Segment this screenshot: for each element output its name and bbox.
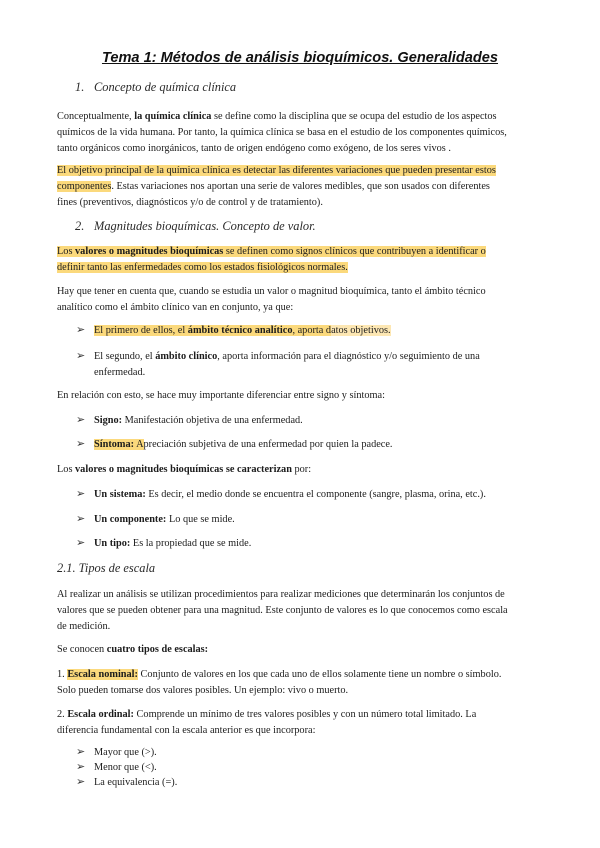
- s2-paragraph-2-line-2: analítico como el ámbito clínico van en conjunto, ya que:: [57, 302, 294, 313]
- escala-ordinal-line-2: diferencia fundamental con la escala anterior es que incorpora:: [57, 725, 316, 736]
- section-1-heading: Concepto de química clínica: [94, 80, 237, 94]
- s2-paragraph-1-line-1: Los valores o magnitudes bioquímicas se definen como signos clínicos que contribuyen a identificar o: [57, 246, 486, 257]
- s21-paragraph-1-line-3: de medición.: [57, 621, 111, 632]
- s2-paragraph-1-line-2: definir tanto las enfermedades como los estados fisiológicos normales.: [57, 262, 348, 273]
- s2-paragraph-2-line-1: Hay que tener en cuenta que, cuando se estudia un valor o magnitud bioquímica, tanto el ámbito técnico: [57, 286, 486, 297]
- bullet-sintoma: Síntoma: Apreciación subjetiva de una enfermedad por quien la padece.: [94, 439, 393, 450]
- bullet-sistema: Un sistema: Es decir, el medio donde se encuentra el componente (sangre, plasma, orina, etc.).: [94, 489, 486, 500]
- escala-nominal-line-1: 1. Escala nominal: Conjunto de valores en los que cada uno de ellos solamente tiene un nombre o símbolo.: [57, 669, 502, 680]
- arrow-bullet-icon: ➢: [76, 746, 86, 758]
- bullet-technical-scope: El primero de ellos, el ámbito técnico analítico, aporta datos objetivos.: [94, 325, 391, 336]
- arrow-bullet-icon: ➢: [76, 350, 86, 362]
- bullet-clinical-scope-line-2: enfermedad.: [94, 367, 146, 378]
- arrow-bullet-icon: ➢: [76, 324, 86, 336]
- s21-paragraph-1-line-2: valores que se pueden obtener para una magnitud. Este conjunto de valores es lo que conocemos como escala: [57, 605, 508, 616]
- arrow-bullet-icon: ➢: [76, 488, 86, 500]
- ordinal-item-mayor: Mayor que (>).: [94, 747, 157, 758]
- s1-paragraph-1-line-1: Conceptualmente, la química clínica se define como la disciplina que se ocupa del estudio de los aspectos: [57, 111, 497, 122]
- bullet-signo: Signo: Manifestación objetiva de una enfermedad.: [94, 415, 303, 426]
- section-2-number: 2.: [75, 219, 85, 233]
- highlight: El objetivo principal de la química clínica es detectar las diferentes variaciones que pueden presentar estos: [57, 165, 496, 176]
- page-title: Tema 1: Métodos de análisis bioquímicos. Generalidades: [101, 50, 499, 66]
- escala-ordinal-line-1: 2. Escala ordinal: Comprende un mínimo de tres valores posibles y con un número total limitado. La: [57, 709, 477, 720]
- arrow-bullet-icon: ➢: [76, 761, 86, 773]
- bullet-tipo: Un tipo: Es la propiedad que se mide.: [94, 538, 252, 549]
- s1-paragraph-2-line-1: [57, 163, 496, 178]
- section-2-1-heading: 2.1. Tipos de escala: [57, 561, 156, 575]
- escala-nominal-line-2: Solo pueden tomarse dos valores posibles. Un ejemplo: vivo o muerto.: [57, 685, 349, 696]
- s2-paragraph-4: Los valores o magnitudes bioquímicas se caracterizan por:: [57, 464, 312, 475]
- highlight: componentes: [57, 181, 112, 192]
- s2-paragraph-3: En relación con esto, se hace muy importante diferenciar entre signo y síntoma:: [57, 390, 385, 401]
- arrow-bullet-icon: ➢: [76, 537, 86, 549]
- section-2-heading: Magnitudes bioquímicas. Concepto de valor.: [94, 219, 316, 233]
- bullet-clinical-scope-line-1: El segundo, el ámbito clínico, aporta información para el diagnóstico y/o seguimiento de una: [94, 351, 480, 362]
- s1-paragraph-1-line-2: químicos de la vida humana. Por tanto, la química clínica se basa en el estudio de los componentes químicos,: [57, 127, 507, 138]
- ordinal-item-menor: Menor que (<).: [94, 762, 157, 773]
- s1-paragraph-2-line-3: fines (preventivos, diagnósticos y/o de control y de tratamiento).: [57, 197, 323, 208]
- s1-paragraph-2-line-2: componentes. Estas variaciones nos aportan una serie de valores medibles, que son usados con diferentes: [57, 181, 490, 192]
- arrow-bullet-icon: ➢: [76, 776, 86, 788]
- arrow-bullet-icon: ➢: [76, 414, 86, 426]
- arrow-bullet-icon: ➢: [76, 438, 86, 450]
- s1-paragraph-1-line-3: tanto orgánicos como inorgánicos, tanto de origen endógeno como exógeno, de los seres vivos .: [57, 143, 451, 154]
- arrow-bullet-icon: ➢: [76, 513, 86, 525]
- bullet-componente: Un componente: Lo que se mide.: [94, 514, 235, 525]
- ordinal-item-equivalencia: La equivalencia (=).: [94, 777, 178, 788]
- s21-paragraph-1-line-1: Al realizar un análisis se utilizan procedimientos para realizar mediciones que determinarán los conjuntos de: [57, 589, 505, 600]
- section-1-number: 1.: [75, 80, 85, 94]
- s21-paragraph-2: Se conocen cuatro tipos de escalas:: [57, 644, 209, 655]
